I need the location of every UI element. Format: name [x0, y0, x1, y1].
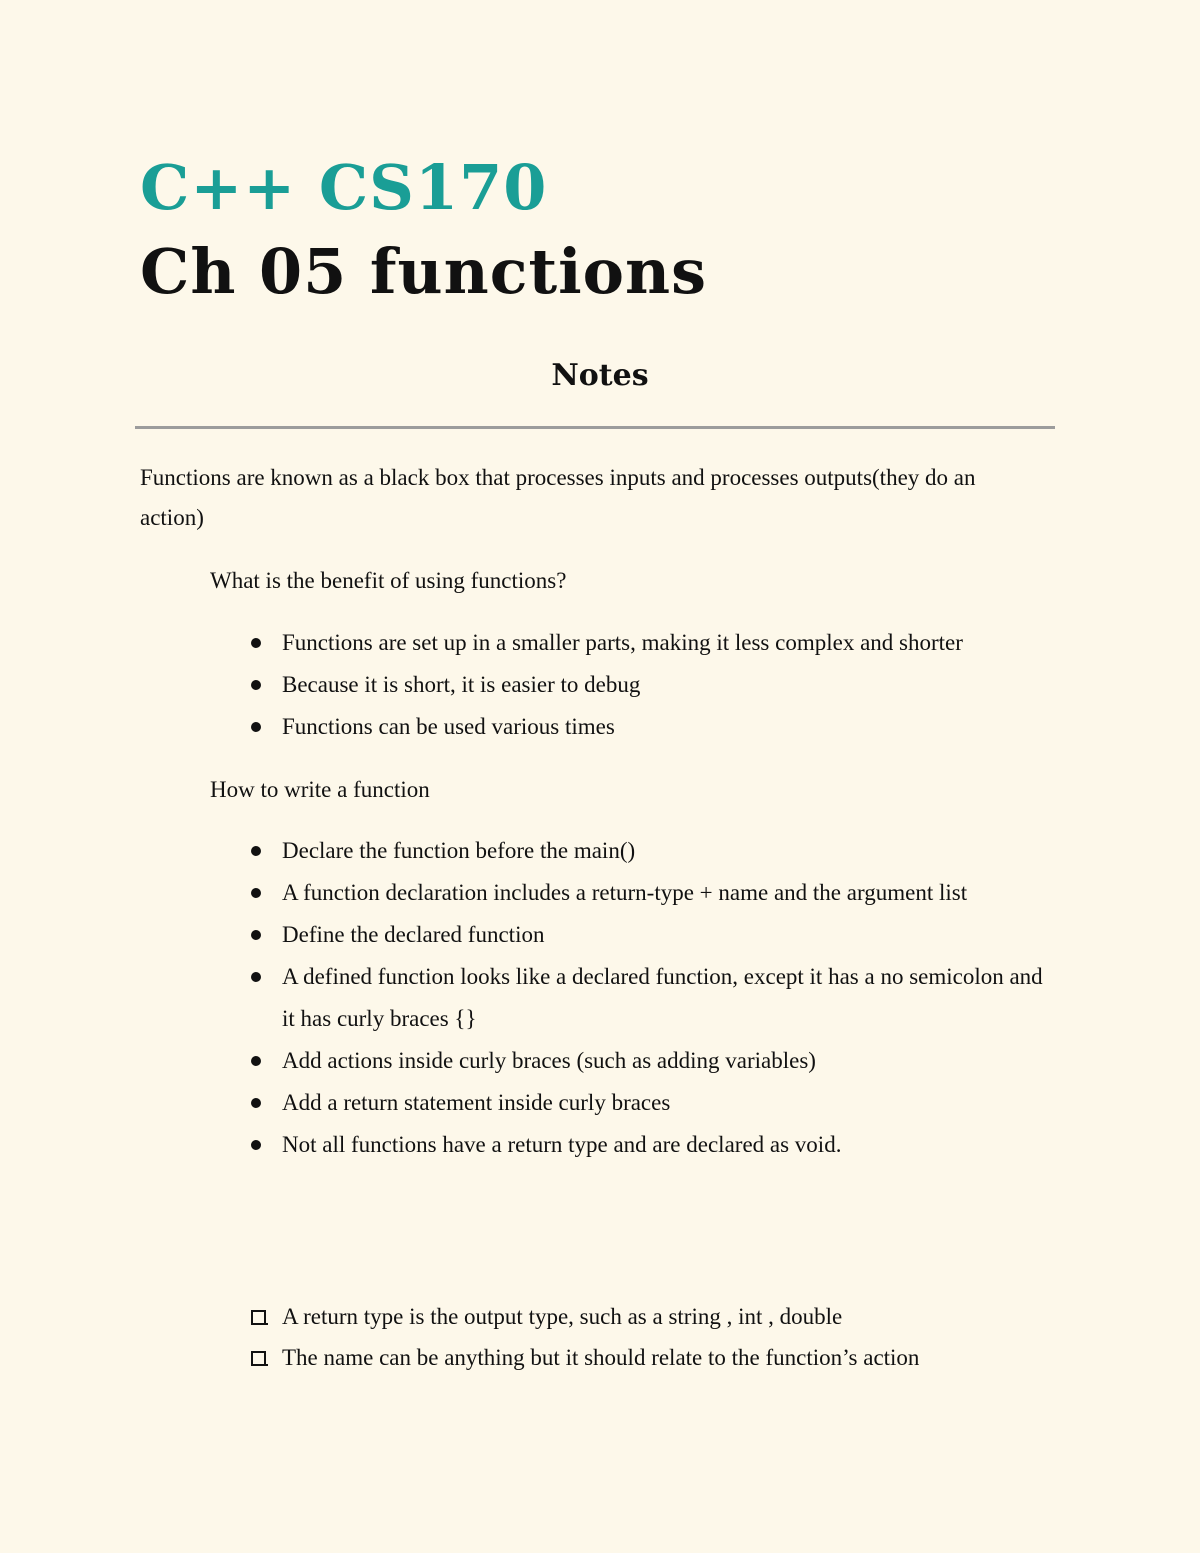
list-item: Functions are set up in a smaller parts, making it less complex and shorter	[246, 622, 1046, 664]
list-item: A function declaration includes a return-type + name and the argument list	[246, 872, 1046, 914]
list-item: Not all functions have a return type and are declared as void.	[246, 1124, 1046, 1166]
bullet-icon	[251, 680, 261, 690]
bullet-icon	[251, 1098, 261, 1108]
bullet-icon	[251, 1056, 261, 1066]
list-item: Define the declared function	[246, 914, 1046, 956]
bullet-icon	[251, 638, 261, 648]
list-item: A defined function looks like a declared function, except it has a no semicolon and it has curly braces {}	[246, 956, 1046, 1040]
bullet-icon	[251, 1140, 261, 1150]
list-item: Declare the function before the main()	[246, 830, 1046, 872]
bullet-icon	[251, 846, 261, 856]
benefits-list	[246, 622, 1046, 748]
howto-heading: How to write a function	[210, 777, 430, 802]
intro-paragraph: Functions are known as a black box that processes inputs and processes outputs(they do an action)	[140, 465, 976, 530]
list-item: The name can be anything but it should relate to the function’s action	[246, 1337, 1046, 1378]
list-item: Because it is short, it is easier to debug	[246, 664, 1046, 706]
list-item: Add actions inside curly braces (such as adding variables)	[246, 1040, 1046, 1082]
bullet-icon	[251, 972, 261, 982]
chapter-title: Ch 05 functions	[140, 235, 707, 308]
benefits-question: What is the benefit of using functions?	[210, 568, 567, 593]
divider	[135, 426, 1055, 429]
section-heading: Notes	[551, 358, 649, 393]
howto-list	[246, 830, 1046, 1166]
list-item: Functions can be used various times	[246, 706, 1046, 748]
checkbox-square-icon	[251, 1310, 266, 1325]
list-item: Add a return statement inside curly braces	[246, 1082, 1046, 1124]
bullet-icon	[251, 888, 261, 898]
bullet-icon	[251, 722, 261, 732]
bullet-icon	[251, 930, 261, 940]
checkbox-square-icon	[251, 1351, 266, 1366]
course-title: C++ CS170	[140, 151, 548, 224]
notes-list	[246, 1296, 1046, 1378]
list-item: A return type is the output type, such as a string , int , double	[246, 1296, 1046, 1337]
